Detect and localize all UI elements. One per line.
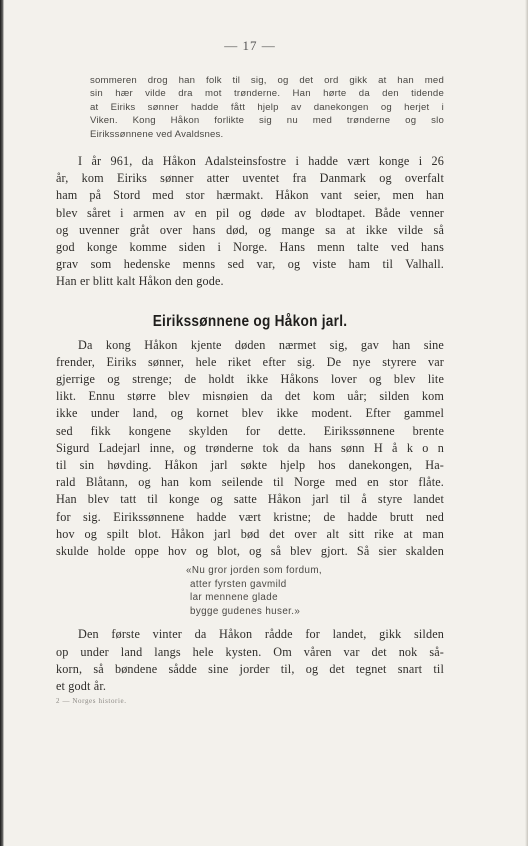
paragraph-eirikssonnene xyxy=(56,337,444,561)
paragraph-first-winter xyxy=(56,626,444,695)
intro-line: Viken. Kong Håkon forlikte sig nu med trønderne og slo xyxy=(90,115,444,127)
paragraph-line: hov og spilt blot. Håkon jarl bød det over alt sitt rike at man xyxy=(56,526,444,541)
paragraph-line: rald Blåtann, og han kom seilende til Norge med en stor flåte. xyxy=(56,475,444,490)
verse-line: atter fyrsten gavmild xyxy=(190,578,287,590)
paragraph-haakon-death xyxy=(56,153,444,291)
paragraph-line: Han er blitt kalt Håkon den gode. xyxy=(56,274,224,289)
paragraph-line: ham på Stord med stor hærmakt. Håkon vant seier, men han xyxy=(56,188,444,203)
verse-line: lar mennene glade xyxy=(190,592,278,604)
footnote: 2 — Norges historie. xyxy=(56,697,127,706)
paragraph-line: Da kong Håkon kjente døden nærmet sig, gav han sine xyxy=(78,337,444,352)
paragraph-line: til sin høvding. Håkon jarl søkte hjelp hos danekongen, Ha- xyxy=(56,458,444,473)
paragraph-line: år, kom Eiriks sønner atter uventet fra Danmark og overfalt xyxy=(56,171,444,186)
paragraph-line: skulde holde oppe hov og blot, og så blev gjort. Så sier skalden xyxy=(56,544,444,559)
paragraph-line: god konge komme siden i Norge. Hans menn talte ved hans xyxy=(56,240,444,255)
paragraph-line: blev såret i armen av en pil og døde av blodtapet. Både venner xyxy=(56,205,444,220)
intro-line: Eirikssønnene ved Avaldsnes. xyxy=(90,128,224,140)
document-page xyxy=(56,38,444,705)
paragraph-line: frender, Eiriks sønner, hele riket efter sig. De nye styrere var xyxy=(56,354,444,369)
paragraph-line: I år 961, da Håkon Adalsteinsfostre i hadde vært konge i 26 xyxy=(78,154,444,169)
intro-line: sommeren drog han folk til sig, og det ord gikk at han med xyxy=(90,75,444,86)
paragraph-line: korn, så bøndene sådde sine jorder til, og det tegnet snart til xyxy=(56,661,444,676)
paragraph-line: Han blev tatt til konge og satte Håkon jarl til å styre landet xyxy=(56,492,444,507)
paragraph-line: Den første vinter da Håkon rådde for landet, gikk silden xyxy=(78,627,444,642)
verse-line: «Nu gror jorden som fordum, xyxy=(186,565,323,577)
paragraph-line: og uvenner gråt over hans død, og mange sa at ikke vilde så xyxy=(56,222,444,237)
paragraph-line: ikke under land, og kornet blev ikke modent. Efter gammel xyxy=(56,406,444,421)
paragraph-line: op under land langs hele kysten. Om våren var det nok så- xyxy=(56,644,444,659)
intro-line: at Eiriks sønner hadde fått hjelp av danekongen og herjet i xyxy=(90,101,444,113)
section-heading: Eirikssønnene og Håkon jarl. xyxy=(152,312,348,330)
paragraph-line: Sigurd Ladejarl inne, og trønderne tok da hans sønn H å k o n xyxy=(56,440,444,455)
verse-line: bygge gudenes huser.» xyxy=(190,605,301,617)
paragraph-line: for sig. Eirikssønnene hadde vært kristne; de hadde brutt ned xyxy=(56,509,444,524)
paragraph-line: sed fikk kongene skylden for dette. Eirikssønnene brente xyxy=(56,423,444,438)
page-number: — 17 — xyxy=(224,38,276,53)
intro-line: sin hær vilde dra mot trønderne. Han hørte da den tidende xyxy=(90,88,444,100)
paragraph-line: grav som hedenske menns sed var, og viste ham til Valhall. xyxy=(56,257,444,272)
scan-edge-shadow xyxy=(0,0,4,846)
paragraph-line: gjerrige og strenge; de holdt ikke Håkons lover og blev lite xyxy=(56,372,444,387)
skald-verse xyxy=(186,564,444,618)
paragraph-line: et godt år. xyxy=(56,678,107,693)
intro-note xyxy=(56,74,444,141)
paragraph-line: likt. Ennu større blev misnøien da det kom uår; silden kom xyxy=(56,389,444,404)
